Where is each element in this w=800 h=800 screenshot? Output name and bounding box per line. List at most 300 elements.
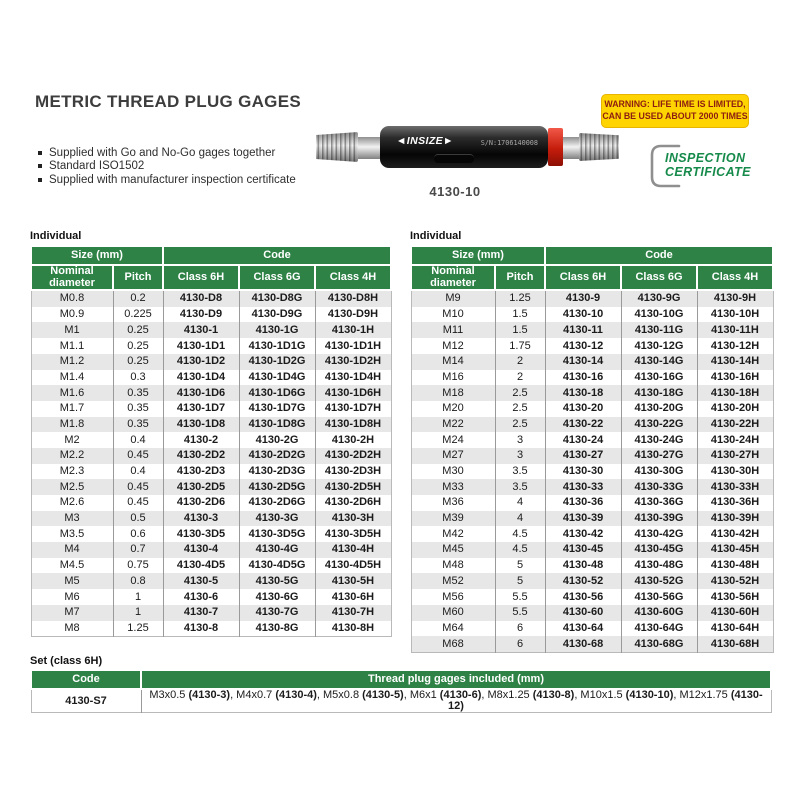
cell-code: 4130-39 (545, 511, 621, 527)
cell-code: 4130-56H (697, 589, 773, 605)
cell-nominal-diameter: M1.4 (59, 370, 85, 383)
cell-code: 4130-6G (239, 589, 315, 605)
cell-code: 4130-64 (545, 621, 621, 637)
cell-code: 4130-22 (545, 417, 621, 433)
table-row (31, 385, 391, 401)
cell-nominal-diameter: M2.3 (59, 465, 85, 477)
cell-nominal-diameter: M20 (442, 402, 464, 415)
cell-nominal-diameter: M22 (442, 417, 464, 430)
cell-code: 4130-2D3H (315, 464, 391, 480)
individual-table-left (30, 245, 392, 637)
cell-pitch: 2.5 (495, 401, 545, 417)
table-row (411, 526, 773, 542)
cell-nominal-diameter: M56 (442, 590, 464, 603)
code-group-header: Code (163, 246, 391, 265)
set-code-header: Code (31, 670, 141, 689)
cell-pitch: 0.4 (113, 464, 163, 480)
cell-code: 4130-D9H (315, 307, 391, 323)
table-row (411, 401, 773, 417)
table-row (31, 558, 391, 574)
cell-code: 4130-24G (621, 432, 697, 448)
product-photo-thread-plug-gage (316, 118, 620, 180)
size-group-header: Size (mm) (31, 246, 163, 265)
table-row (411, 542, 773, 558)
cell-code: 4130-1D4 (163, 370, 239, 386)
cell-code: 4130-24H (697, 432, 773, 448)
cell-code: 4130-1D6H (315, 385, 391, 401)
cell-code: 4130-4G (239, 542, 315, 558)
insize-logo: ◄INSIZE► (396, 135, 454, 147)
cell-nominal-diameter: M1.2 (59, 355, 85, 368)
cell-pitch: 0.45 (113, 448, 163, 464)
nominal-diameter-header: Nominal diameter (31, 265, 113, 290)
cell-code: 4130-33 (545, 479, 621, 495)
table-row (31, 322, 391, 338)
cell-nominal-diameter: M5 (64, 574, 80, 587)
class-6h-header: Class 6H (163, 265, 239, 290)
page-title: METRIC THREAD PLUG GAGES (35, 92, 301, 111)
cell-code: 4130-1D1H (315, 338, 391, 354)
individual-label-left: Individual (30, 230, 82, 242)
cell-code: 4130-24 (545, 432, 621, 448)
cell-code: 4130-48 (545, 558, 621, 574)
table-row (31, 401, 391, 417)
gage-handle (380, 126, 548, 168)
cell-nominal-diameter: M2.2 (59, 449, 85, 462)
set-table (30, 669, 772, 713)
table-row (31, 354, 391, 370)
table-row (411, 448, 773, 464)
table-row (411, 464, 773, 480)
cell-code: 4130-1D7G (239, 401, 315, 417)
cell-code: 4130-D8G (239, 290, 315, 307)
cell-code: 4130-42H (697, 526, 773, 542)
cell-pitch: 4 (495, 511, 545, 527)
table-row (411, 307, 773, 323)
code-group-header: Code (545, 246, 773, 265)
cell-code: 4130-1D2G (239, 354, 315, 370)
table-row (411, 605, 773, 621)
cell-code: 4130-11H (697, 322, 773, 338)
cell-code: 4130-12 (545, 338, 621, 354)
gage-handle-notch (434, 154, 474, 163)
cell-code: 4130-56 (545, 589, 621, 605)
cell-code: 4130-14H (697, 354, 773, 370)
cell-code: 4130-4D5G (239, 558, 315, 574)
cell-nominal-diameter: M2 (64, 433, 80, 446)
cell-code: 4130-64H (697, 621, 773, 637)
table-row (411, 589, 773, 605)
cell-code: 4130-11 (545, 322, 621, 338)
cell-code: 4130-52 (545, 573, 621, 589)
cell-code: 4130-8 (163, 621, 239, 637)
cell-nominal-diameter: M18 (442, 386, 464, 399)
cell-nominal-diameter: M33 (442, 480, 464, 493)
cell-code: 4130-1D7H (315, 401, 391, 417)
cell-nominal-diameter: M4 (64, 543, 80, 556)
pitch-header: Pitch (495, 265, 545, 290)
cell-code: 4130-18H (697, 385, 773, 401)
cell-code: 4130-3H (315, 511, 391, 527)
cell-pitch: 2 (495, 354, 545, 370)
cell-code: 4130-1D8G (239, 417, 315, 433)
cell-pitch: 1 (113, 605, 163, 621)
cell-pitch: 6 (495, 621, 545, 637)
cell-code: 4130-2 (163, 432, 239, 448)
cell-code: 4130-5H (315, 573, 391, 589)
cell-code: 4130-52H (697, 573, 773, 589)
cell-code: 4130-22G (621, 417, 697, 433)
cell-pitch: 0.35 (113, 401, 163, 417)
cell-pitch: 4 (495, 495, 545, 511)
gage-left-neck (358, 137, 380, 159)
cell-code: 4130-2D2 (163, 448, 239, 464)
cell-code: 4130-14G (621, 354, 697, 370)
cell-code: 4130-42 (545, 526, 621, 542)
certificate-line-1: INSPECTION (665, 151, 746, 165)
cell-code: 4130-60 (545, 605, 621, 621)
cell-pitch: 3 (495, 432, 545, 448)
cell-nominal-diameter: M0.9 (59, 308, 85, 321)
cell-code: 4130-30H (697, 464, 773, 480)
table-row (411, 495, 773, 511)
cell-pitch: 5 (495, 558, 545, 574)
cell-code: 4130-33G (621, 479, 697, 495)
cell-code: 4130-4H (315, 542, 391, 558)
cell-code: 4130-3 (163, 511, 239, 527)
cell-code: 4130-68H (697, 636, 773, 652)
cell-pitch: 0.5 (113, 511, 163, 527)
individual-table-body-left (31, 290, 391, 637)
cell-pitch: 1.25 (113, 621, 163, 637)
cell-code: 4130-39H (697, 511, 773, 527)
cell-pitch: 0.225 (113, 307, 163, 323)
cell-code: 4130-1G (239, 322, 315, 338)
cell-code: 4130-64G (621, 621, 697, 637)
cell-pitch: 0.35 (113, 385, 163, 401)
cell-nominal-diameter: M1.1 (59, 339, 85, 352)
cell-nominal-diameter: M0.8 (59, 292, 85, 305)
cell-nominal-diameter: M1.7 (59, 402, 85, 415)
cell-nominal-diameter: M60 (442, 606, 464, 619)
gage-right-neck (563, 137, 579, 159)
cell-pitch: 3.5 (495, 479, 545, 495)
cell-pitch: 0.25 (113, 354, 163, 370)
cell-nominal-diameter: M16 (442, 370, 464, 383)
cell-nominal-diameter: M2.5 (59, 480, 85, 493)
cell-code: 4130-4D5 (163, 558, 239, 574)
cell-code: 4130-2D6 (163, 495, 239, 511)
cell-pitch: 0.35 (113, 417, 163, 433)
cell-code: 4130-36H (697, 495, 773, 511)
bullet-square-icon (38, 164, 42, 168)
cell-nominal-diameter: M1 (64, 323, 80, 336)
cell-nominal-diameter: M30 (442, 465, 464, 477)
cell-code: 4130-1D1 (163, 338, 239, 354)
cell-pitch: 5.5 (495, 589, 545, 605)
gage-right-thread (579, 133, 619, 161)
cell-code: 4130-2H (315, 432, 391, 448)
class-6g-header: Class 6G (621, 265, 697, 290)
cell-code: 4130-1D8H (315, 417, 391, 433)
individual-table-body-right (411, 290, 773, 652)
table-row (411, 511, 773, 527)
cell-pitch: 1.5 (495, 322, 545, 338)
cell-code: 4130-20 (545, 401, 621, 417)
table-row (31, 689, 771, 713)
cell-code: 4130-D8H (315, 290, 391, 307)
cell-code: 4130-2D2G (239, 448, 315, 464)
cell-pitch: 0.45 (113, 479, 163, 495)
cell-nominal-diameter: M27 (442, 449, 464, 462)
feature-item (38, 173, 296, 187)
cell-nominal-diameter: M3.5 (59, 527, 85, 540)
cell-pitch: 4.5 (495, 542, 545, 558)
cell-code: 4130-22H (697, 417, 773, 433)
cell-code: 4130-9G (621, 290, 697, 307)
cell-code: 4130-3D5H (315, 526, 391, 542)
cell-nominal-diameter: M24 (442, 433, 464, 446)
cell-code: 4130-7G (239, 605, 315, 621)
cell-code: 4130-48H (697, 558, 773, 574)
cell-code: 4130-7 (163, 605, 239, 621)
cell-pitch: 0.3 (113, 370, 163, 386)
table-row (31, 432, 391, 448)
cell-code: 4130-4D5H (315, 558, 391, 574)
cell-code: 4130-27G (621, 448, 697, 464)
table-row (411, 417, 773, 433)
table-row (411, 621, 773, 637)
feature-text: Supplied with Go and No-Go gages together (49, 146, 276, 159)
feature-text: Supplied with manufacturer inspection certificate (49, 173, 296, 186)
cell-code: 4130-16 (545, 370, 621, 386)
cell-code: 4130-5 (163, 573, 239, 589)
table-row (411, 385, 773, 401)
bullet-square-icon (38, 151, 42, 155)
cell-nominal-diameter: M52 (442, 574, 464, 587)
cell-pitch: 0.8 (113, 573, 163, 589)
cell-pitch: 0.45 (113, 495, 163, 511)
cell-pitch: 4.5 (495, 526, 545, 542)
cell-code: 4130-10G (621, 307, 697, 323)
cell-pitch: 3 (495, 448, 545, 464)
cell-pitch: 0.2 (113, 290, 163, 307)
cell-code: 4130-7H (315, 605, 391, 621)
cell-pitch: 1 (113, 589, 163, 605)
class-6h-header: Class 6H (545, 265, 621, 290)
cell-code: 4130-1H (315, 322, 391, 338)
cell-code: 4130-12H (697, 338, 773, 354)
cell-code: 4130-16H (697, 370, 773, 386)
cell-pitch: 0.4 (113, 432, 163, 448)
warning-line-1: WARNING: LIFE TIME IS LIMITED, (604, 99, 746, 110)
cell-code: 4130-2D5H (315, 479, 391, 495)
cell-nominal-diameter: M45 (442, 543, 464, 556)
set-code-cell: 4130-S7 (65, 694, 107, 707)
table-row (411, 354, 773, 370)
cell-nominal-diameter: M12 (442, 339, 464, 352)
gage-red-band (548, 128, 563, 166)
cell-code: 4130-D9 (163, 307, 239, 323)
cell-pitch: 2 (495, 370, 545, 386)
gage-left-thread (316, 132, 358, 162)
feature-text: Standard ISO1502 (49, 160, 145, 173)
cell-code: 4130-5G (239, 573, 315, 589)
cell-code: 4130-36 (545, 495, 621, 511)
bullet-square-icon (38, 178, 42, 182)
cell-code: 4130-48G (621, 558, 697, 574)
cell-code: 4130-8H (315, 621, 391, 637)
cell-pitch: 5 (495, 573, 545, 589)
cell-code: 4130-27H (697, 448, 773, 464)
feature-item (38, 160, 296, 174)
cell-code: 4130-D9G (239, 307, 315, 323)
cell-code: 4130-39G (621, 511, 697, 527)
cell-code: 4130-45G (621, 542, 697, 558)
table-row (31, 621, 391, 637)
cell-nominal-diameter: M14 (442, 355, 464, 368)
cell-pitch: 0.75 (113, 558, 163, 574)
table-row (411, 573, 773, 589)
cell-code: 4130-1D2 (163, 354, 239, 370)
cell-code: 4130-60G (621, 605, 697, 621)
cell-code: 4130-1D6G (239, 385, 315, 401)
cell-pitch: 2.5 (495, 385, 545, 401)
class-4h-header: Class 4H (315, 265, 391, 290)
cell-code: 4130-14 (545, 354, 621, 370)
cell-code: 4130-9 (545, 290, 621, 307)
cell-nominal-diameter: M6 (64, 590, 80, 603)
table-row (411, 479, 773, 495)
cell-code: 4130-42G (621, 526, 697, 542)
cell-code: 4130-1D4H (315, 370, 391, 386)
cell-nominal-diameter: M3 (64, 512, 80, 525)
cell-code: 4130-30 (545, 464, 621, 480)
table-row (411, 370, 773, 386)
cell-code: 4130-68 (545, 636, 621, 652)
cell-nominal-diameter: M2.6 (59, 496, 85, 509)
cell-code: 4130-45 (545, 542, 621, 558)
cell-code: 4130-18 (545, 385, 621, 401)
cell-code: 4130-3G (239, 511, 315, 527)
feature-list (38, 146, 296, 187)
set-included-cell: M3x0.5 (4130-3), M4x0.7 (4130-4), M5x0.8 (4130-5), M6x1 (4130-6), M8x1.25 (4130-8), M10x1.5 (4130-10), M12x1.75 (4130-12) (141, 689, 771, 713)
table-row (31, 589, 391, 605)
cell-nominal-diameter: M9 (445, 292, 461, 305)
cell-nominal-diameter: M1.6 (59, 386, 85, 399)
cell-code: 4130-20G (621, 401, 697, 417)
cell-nominal-diameter: M4.5 (59, 559, 85, 572)
nominal-diameter-header: Nominal diameter (411, 265, 495, 290)
cell-code: 4130-68G (621, 636, 697, 652)
cell-nominal-diameter: M39 (442, 512, 464, 525)
cell-code: 4130-2D3 (163, 464, 239, 480)
table-row (31, 542, 391, 558)
table-row (411, 432, 773, 448)
certificate-line-2: CERTIFICATE (665, 164, 751, 179)
table-row (31, 479, 391, 495)
product-code-label: 4130-10 (429, 184, 481, 199)
cell-nominal-diameter: M11 (442, 323, 464, 336)
cell-code: 4130-45H (697, 542, 773, 558)
cell-code: 4130-18G (621, 385, 697, 401)
cell-nominal-diameter: M48 (442, 559, 464, 572)
cell-pitch: 0.6 (113, 526, 163, 542)
cell-code: 4130-1D4G (239, 370, 315, 386)
cell-code: 4130-2D3G (239, 464, 315, 480)
cell-pitch: 0.25 (113, 338, 163, 354)
cell-code: 4130-1D1G (239, 338, 315, 354)
cell-code: 4130-4 (163, 542, 239, 558)
cell-code: 4130-27 (545, 448, 621, 464)
cell-code: 4130-D8 (163, 290, 239, 307)
set-label: Set (class 6H) (30, 655, 103, 667)
size-group-header: Size (mm) (411, 246, 545, 265)
cell-code: 4130-60H (697, 605, 773, 621)
cell-code: 4130-33H (697, 479, 773, 495)
cell-code: 4130-20H (697, 401, 773, 417)
cell-nominal-diameter: M1.8 (59, 417, 85, 430)
cell-pitch: 1.75 (495, 338, 545, 354)
individual-table-right (410, 245, 774, 653)
cell-nominal-diameter: M42 (442, 527, 464, 540)
table-row (31, 464, 391, 480)
cell-code: 4130-8G (239, 621, 315, 637)
table-row (411, 636, 773, 652)
cell-nominal-diameter: M10 (442, 308, 464, 321)
cell-code: 4130-1D2H (315, 354, 391, 370)
cell-code: 4130-30G (621, 464, 697, 480)
warning-box (601, 94, 749, 128)
cell-pitch: 5.5 (495, 605, 545, 621)
cell-nominal-diameter: M68 (442, 637, 464, 650)
cell-code: 4130-6H (315, 589, 391, 605)
cell-code: 4130-1 (163, 322, 239, 338)
inspection-certificate-badge (649, 143, 779, 191)
table-row (31, 338, 391, 354)
cell-code: 4130-2D6G (239, 495, 315, 511)
set-included-header: Thread plug gages included (mm) (141, 670, 771, 689)
cell-pitch: 1.5 (495, 307, 545, 323)
cell-code: 4130-9H (697, 290, 773, 307)
cell-code: 4130-11G (621, 322, 697, 338)
cell-pitch: 6 (495, 636, 545, 652)
table-row (411, 558, 773, 574)
table-row (31, 417, 391, 433)
cell-code: 4130-36G (621, 495, 697, 511)
cell-pitch: 3.5 (495, 464, 545, 480)
table-row (31, 307, 391, 323)
cell-code: 4130-2D5G (239, 479, 315, 495)
certificate-text (665, 152, 751, 180)
table-row (31, 605, 391, 621)
cell-nominal-diameter: M7 (64, 606, 80, 619)
table-row (31, 573, 391, 589)
cell-code: 4130-3D5 (163, 526, 239, 542)
individual-label-right: Individual (410, 230, 462, 242)
cell-code: 4130-10 (545, 307, 621, 323)
cell-code: 4130-2D5 (163, 479, 239, 495)
table-row (31, 526, 391, 542)
cell-code: 4130-2D6H (315, 495, 391, 511)
table-row (411, 338, 773, 354)
serial-number: S/N:1706140008 (480, 139, 538, 147)
table-row (31, 448, 391, 464)
cell-code: 4130-1D7 (163, 401, 239, 417)
cell-pitch: 0.7 (113, 542, 163, 558)
feature-item (38, 146, 296, 160)
cell-code: 4130-6 (163, 589, 239, 605)
